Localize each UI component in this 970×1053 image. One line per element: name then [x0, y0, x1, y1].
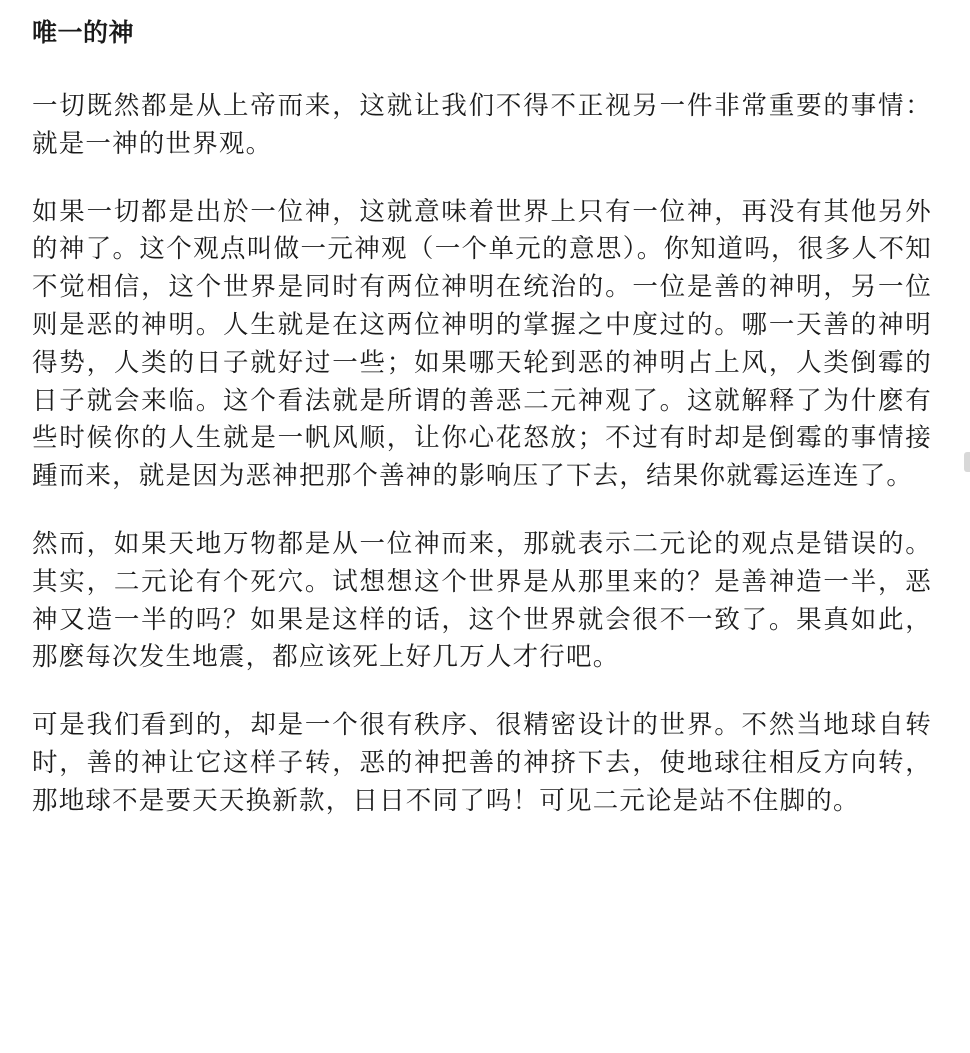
article-title: 唯一的神 — [32, 18, 135, 47]
scrollbar-thumb[interactable] — [964, 452, 970, 472]
paragraph-1: 一切既然都是从上帝而来，这就让我们不得不正视另一件非常重要的事情：就是一神的世界观。 — [32, 91, 932, 159]
paragraph-4: 可是我们看到的，却是一个很有秩序、很精密设计的世界。不然当地球自转时，善的神让它这样子转，恶的神把善的神挤下去，使地球往相反方向转，那地球不是要天天换新款，日日不同了吗！可见二元论是站不住脚的。 — [32, 710, 932, 816]
paragraph-3: 然而，如果天地万物都是从一位神而来，那就表示二元论的观点是错误的。其实，二元论有个死穴。试想想这个世界是从那里来的？是善神造一半，恶神又造一半的吗？如果是这样的话，这个世界就会很不一致了。果真如此，那麽每次发生地震，都应该死上好几万人才行吧。 — [32, 528, 932, 673]
article — [32, 14, 932, 821]
paragraph-2: 如果一切都是出於一位神，这就意味着世界上只有一位神，再没有其他另外的神了。这个观点叫做一元神观（一个单元的意思）。你知道吗，很多人不知不觉相信，这个世界是同时有两位神明在统治的。一位是善的神明，另一位则是恶的神明。人生就是在这两位神明的掌握之中度过的。哪一天善的神明得势，人类的日子就好过一些；如果哪天轮到恶的神明占上风，人类倒霉的日子就会来临。这个看法就是所谓的善恶二元神观了。这就解释了为什麽有些时候你的人生就是一帆风顺，让你心花怒放；不过有时却是倒霉的事情接踵而来，就是因为恶神把那个善神的影响压了下去，结果你就霉运连连了。 — [32, 196, 932, 492]
